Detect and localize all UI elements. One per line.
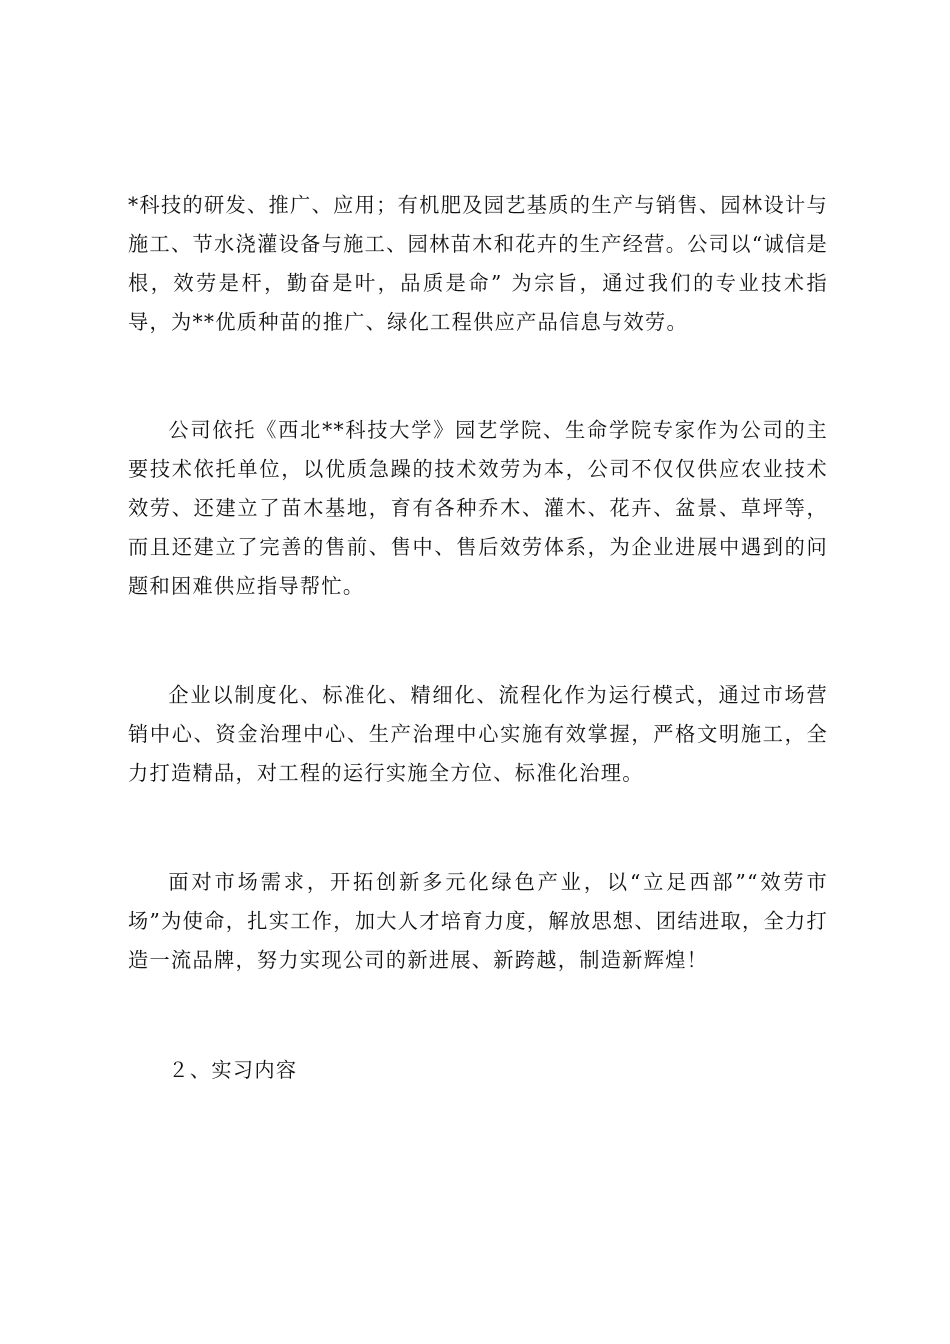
document-body xyxy=(128,186,828,1090)
section-heading-internship-content: ２、实习内容 xyxy=(168,1058,298,1082)
paragraph-technical-support: 公司依托《西北**科技大学》园艺学院、生命学院专家作为公司的主要技术依托单位，以优质急躁的技术效劳为本，公司不仅仅供应农业技术效劳、还建立了苗木基地，育有各种乔木、灌木、花卉、盆景、草坪等，而且还建立了完善的售前、售中、售后效劳体系，为企业进展中遇到的问题和困难供应指导帮忙。 xyxy=(128,418,828,598)
paragraph-operation-mode: 企业以制度化、标准化、精细化、流程化作为运行模式，通过市场营销中心、资金治理中心、生产治理中心实施有效掌握，严格文明施工，全力打造精品，对工程的运行实施全方位、标准化治理。 xyxy=(128,683,828,785)
paragraph-mission: 面对市场需求，开拓创新多元化绿色产业，以“立足西部”“效劳市场”为使命，扎实工作，加大人才培育力度，解放思想、团结进取，全力打造一流品牌，努力实现公司的新进展、新跨越，制造新辉煌！ xyxy=(128,870,828,972)
paragraph-company-scope: *科技的研发、推广、应用；有机肥及园艺基质的生产与销售、园林设计与施工、节水浇灌设备与施工、园林苗木和花卉的生产经营。公司以“诚信是根，效劳是杆，勤奋是叶，品质是命” 为宗旨，通过我们的专业技术指导，为**优质种苗的推广、绿化工程供应产品信息与效劳。 xyxy=(128,193,828,334)
